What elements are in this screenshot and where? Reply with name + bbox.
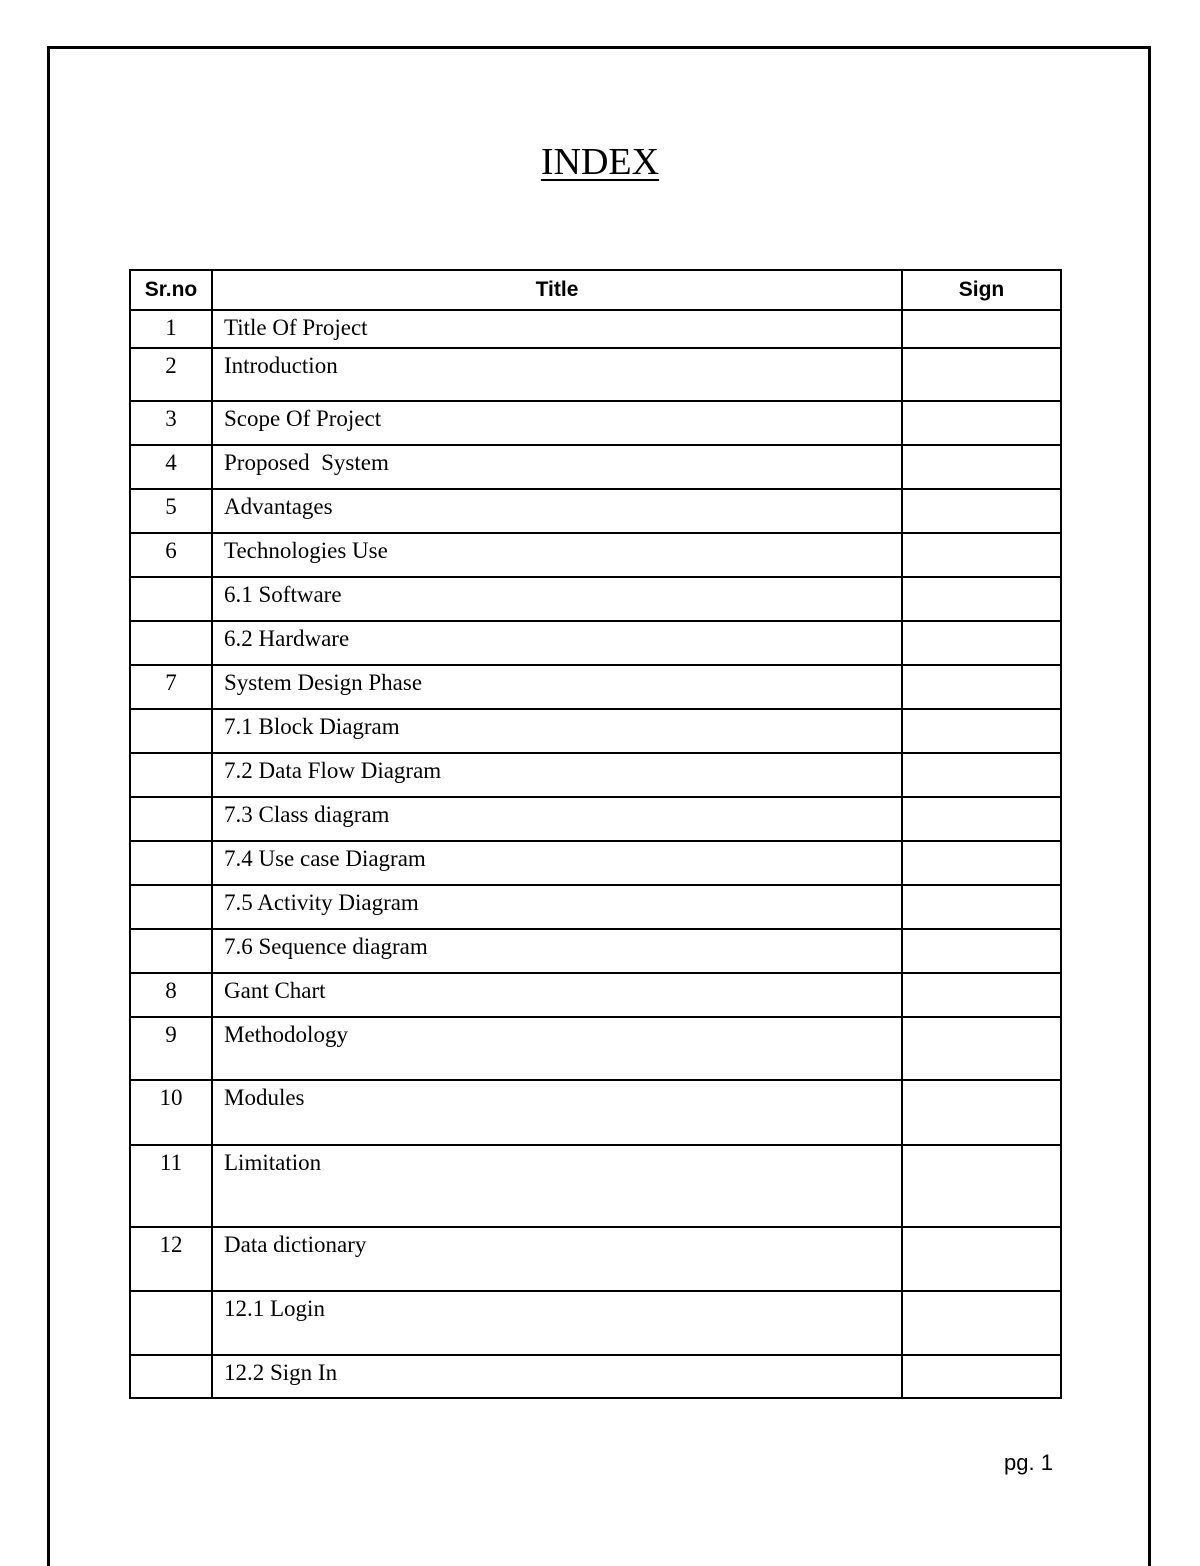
- row-sign: [902, 1145, 1061, 1227]
- table-row: [130, 310, 1061, 348]
- row-title: 12.2 Sign In: [212, 1355, 902, 1398]
- table-row: [130, 841, 1061, 885]
- row-sign: [902, 1355, 1061, 1398]
- row-sign: [902, 885, 1061, 929]
- row-sr-no: 12: [130, 1227, 212, 1291]
- row-sr-no: 9: [130, 1017, 212, 1080]
- row-title: Data dictionary: [212, 1227, 902, 1291]
- table-row: [130, 885, 1061, 929]
- table-row: [130, 1145, 1061, 1227]
- table-row: [130, 621, 1061, 665]
- row-title: Introduction: [212, 348, 902, 401]
- row-sign: [902, 489, 1061, 533]
- table-row: [130, 348, 1061, 401]
- row-title: Methodology: [212, 1017, 902, 1080]
- row-sr-no: [130, 621, 212, 665]
- row-title: 7.1 Block Diagram: [212, 709, 902, 753]
- row-sr-no: 1: [130, 310, 212, 348]
- row-sign: [902, 577, 1061, 621]
- header-title: Title: [212, 270, 902, 310]
- row-title: Proposed System: [212, 445, 902, 489]
- table-row: [130, 489, 1061, 533]
- row-title: Limitation: [212, 1145, 902, 1227]
- table-row: [130, 709, 1061, 753]
- table-row: [130, 1080, 1061, 1145]
- table-row: [130, 401, 1061, 445]
- row-sr-no: [130, 885, 212, 929]
- row-sign: [902, 401, 1061, 445]
- row-sign: [902, 1080, 1061, 1145]
- table-row: [130, 797, 1061, 841]
- row-sr-no: [130, 1355, 212, 1398]
- table-header-row: [130, 270, 1061, 310]
- row-sr-no: [130, 797, 212, 841]
- row-title: 7.6 Sequence diagram: [212, 929, 902, 973]
- row-sr-no: 5: [130, 489, 212, 533]
- row-title: Gant Chart: [212, 973, 902, 1017]
- row-title: Title Of Project: [212, 310, 902, 348]
- row-sign: [902, 621, 1061, 665]
- row-sign: [902, 753, 1061, 797]
- header-sr-no: Sr.no: [130, 270, 212, 310]
- row-title: 12.1 Login: [212, 1291, 902, 1355]
- row-title: 6.2 Hardware: [212, 621, 902, 665]
- row-sign: [902, 797, 1061, 841]
- table-row: [130, 973, 1061, 1017]
- row-sr-no: 2: [130, 348, 212, 401]
- row-sign: [902, 348, 1061, 401]
- row-sign: [902, 709, 1061, 753]
- table-row: [130, 1355, 1061, 1398]
- row-sign: [902, 310, 1061, 348]
- index-table: [129, 269, 1062, 1399]
- row-title: 7.2 Data Flow Diagram: [212, 753, 902, 797]
- row-title: 6.1 Software: [212, 577, 902, 621]
- row-sign: [902, 973, 1061, 1017]
- row-sr-no: 4: [130, 445, 212, 489]
- table-row: [130, 533, 1061, 577]
- table-row: [130, 445, 1061, 489]
- row-title: Advantages: [212, 489, 902, 533]
- page-title: INDEX: [540, 141, 660, 183]
- table-row: [130, 577, 1061, 621]
- row-title: 7.5 Activity Diagram: [212, 885, 902, 929]
- row-title: Modules: [212, 1080, 902, 1145]
- table-row: [130, 1227, 1061, 1291]
- row-sr-no: [130, 929, 212, 973]
- row-title: 7.3 Class diagram: [212, 797, 902, 841]
- row-sr-no: 3: [130, 401, 212, 445]
- row-sr-no: 7: [130, 665, 212, 709]
- row-sr-no: [130, 577, 212, 621]
- row-sr-no: 10: [130, 1080, 212, 1145]
- page-number: pg. 1: [1004, 1450, 1053, 1475]
- row-sr-no: [130, 753, 212, 797]
- row-sr-no: [130, 709, 212, 753]
- table-row: [130, 753, 1061, 797]
- row-title: Technologies Use: [212, 533, 902, 577]
- row-sign: [902, 1291, 1061, 1355]
- table-row: [130, 1291, 1061, 1355]
- row-title: 7.4 Use case Diagram: [212, 841, 902, 885]
- row-sign: [902, 445, 1061, 489]
- row-title: System Design Phase: [212, 665, 902, 709]
- row-sr-no: 6: [130, 533, 212, 577]
- table-row: [130, 665, 1061, 709]
- row-sr-no: 11: [130, 1145, 212, 1227]
- row-sign: [902, 1017, 1061, 1080]
- table-row: [130, 929, 1061, 973]
- row-title: Scope Of Project: [212, 401, 902, 445]
- row-sign: [902, 929, 1061, 973]
- row-sr-no: [130, 1291, 212, 1355]
- row-sign: [902, 1227, 1061, 1291]
- table-row: [130, 1017, 1061, 1080]
- row-sr-no: [130, 841, 212, 885]
- row-sign: [902, 533, 1061, 577]
- header-sign: Sign: [902, 270, 1061, 310]
- row-sign: [902, 841, 1061, 885]
- row-sr-no: 8: [130, 973, 212, 1017]
- row-sign: [902, 665, 1061, 709]
